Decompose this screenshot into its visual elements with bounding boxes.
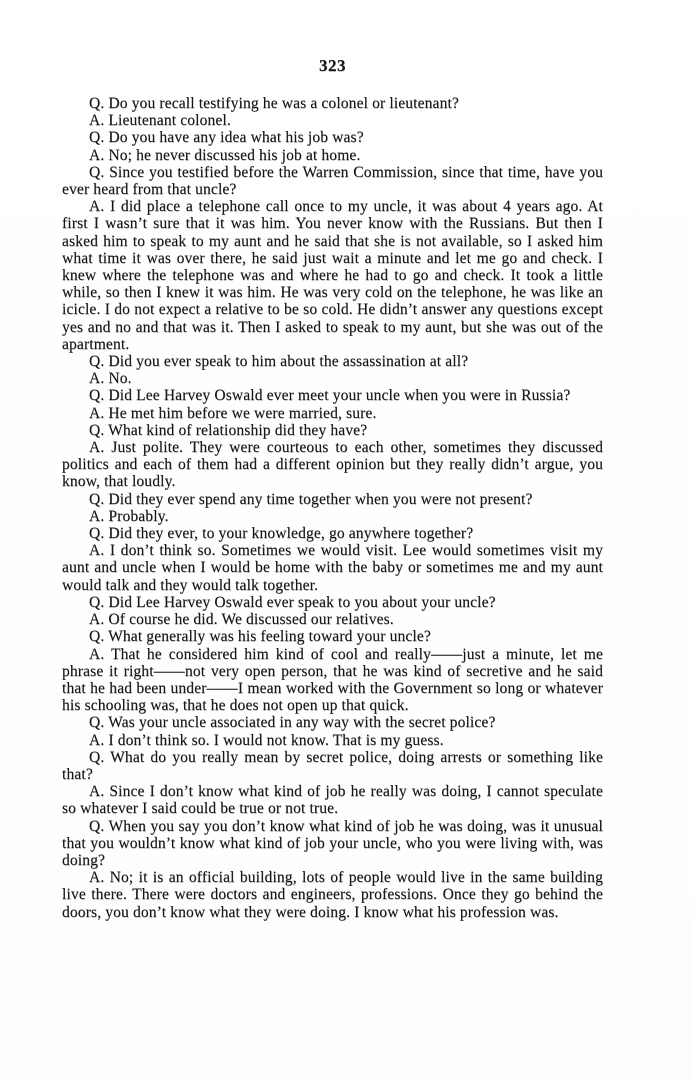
transcript-paragraph: Q. What kind of relationship did they have? [89, 421, 368, 439]
transcript-paragraph: Q. Did they ever spend any time together when you were not present? [89, 490, 533, 508]
transcript-paragraph: A. Probably. [89, 507, 169, 525]
transcript-paragraph: A. That he considered him kind of cool and really——just a minute, let me phrase it right——not very open person, that he was kind of secretive and he said that he had been under——I mean worked with the Government so long or whatever his schooling was, that he does not open up that quick. [62, 645, 603, 715]
transcript-paragraph: A. No; he never discussed his job at home. [89, 146, 361, 164]
transcript-paragraph: Q. When you say you don’t know what kind of job he was doing, was it unusual that you wouldn’t know what kind of job your uncle, who you were living with, was doing? [62, 817, 603, 869]
transcript-paragraph: A. I don’t think so. Sometimes we would visit. Lee would sometimes visit my aunt and uncle when I would be home with the baby or sometimes me and my aunt would talk and they would talk together. [62, 542, 603, 594]
transcript-paragraph: A. Just polite. They were courteous to each other, sometimes they discussed politics and each of them had a different opinion but they really didn’t argue, you know, that loudly. [62, 439, 603, 491]
transcript-paragraph: A. I don’t think so. I would not know. That is my guess. [89, 731, 444, 749]
page-number: 323 [319, 56, 346, 75]
transcript-paragraph: Q. What generally was his feeling toward your uncle? [89, 628, 431, 646]
transcript-paragraph: A. I did place a telephone call once to my uncle, it was about 4 years ago. At first I wasn’t sure that it was him. You never know with the Russians. But then I asked him to speak to my aunt and he said that she is not available, so I asked him what time it was over there, he said just wait a minute and let me go and check. I knew where the telephone was and where he had to go and check. It took a little while, so then I knew it was him. He was very cold on the telephone, he was like an icicle. I do not expect a relative to be so cold. He didn’t answer any questions except yes and no and that was it. Then I asked to speak to my aunt, but she was out of the apartment. [62, 198, 603, 353]
transcript-paragraph: A. Of course he did. We discussed our relatives. [89, 611, 394, 629]
transcript-paragraph: Q. Did they ever, to your knowledge, go anywhere together? [89, 525, 474, 543]
transcript-paragraph: A. He met him before we were married, sure. [89, 404, 377, 422]
transcript-paragraph: Q. Did Lee Harvey Oswald ever speak to you about your uncle? [89, 593, 496, 611]
transcript-paragraph: A. Since I don’t know what kind of job he really was doing, I cannot speculate so whatever I said could be true or not true. [62, 783, 603, 818]
transcript-paragraph: Q. Do you have any idea what his job was? [89, 129, 364, 147]
transcript-text-block [62, 95, 603, 921]
transcript-paragraph: A. Lieutenant colonel. [89, 112, 231, 130]
transcript-paragraph: A. No. [89, 370, 132, 388]
transcript-paragraph: Q. What do you really mean by secret police, doing arrests or something like that? [62, 748, 603, 783]
transcript-paragraph: A. No; it is an official building, lots of people would live in the same building live there. There were doctors and engineers, professions. Once they go behind the doors, you don’t know what they were doing. I know what his profession was. [62, 869, 603, 921]
transcript-paragraph: Q. Did Lee Harvey Oswald ever meet your uncle when you were in Russia? [89, 387, 571, 405]
transcript-paragraph: Q. Was your uncle associated in any way with the secret police? [89, 714, 496, 732]
transcript-paragraph: Q. Did you ever speak to him about the assassination at all? [89, 353, 469, 371]
transcript-paragraph: Q. Since you testified before the Warren Commission, since that time, have you ever heard from that uncle? [62, 163, 603, 199]
transcript-paragraph: Q. Do you recall testifying he was a colonel or lieutenant? [89, 95, 459, 112]
